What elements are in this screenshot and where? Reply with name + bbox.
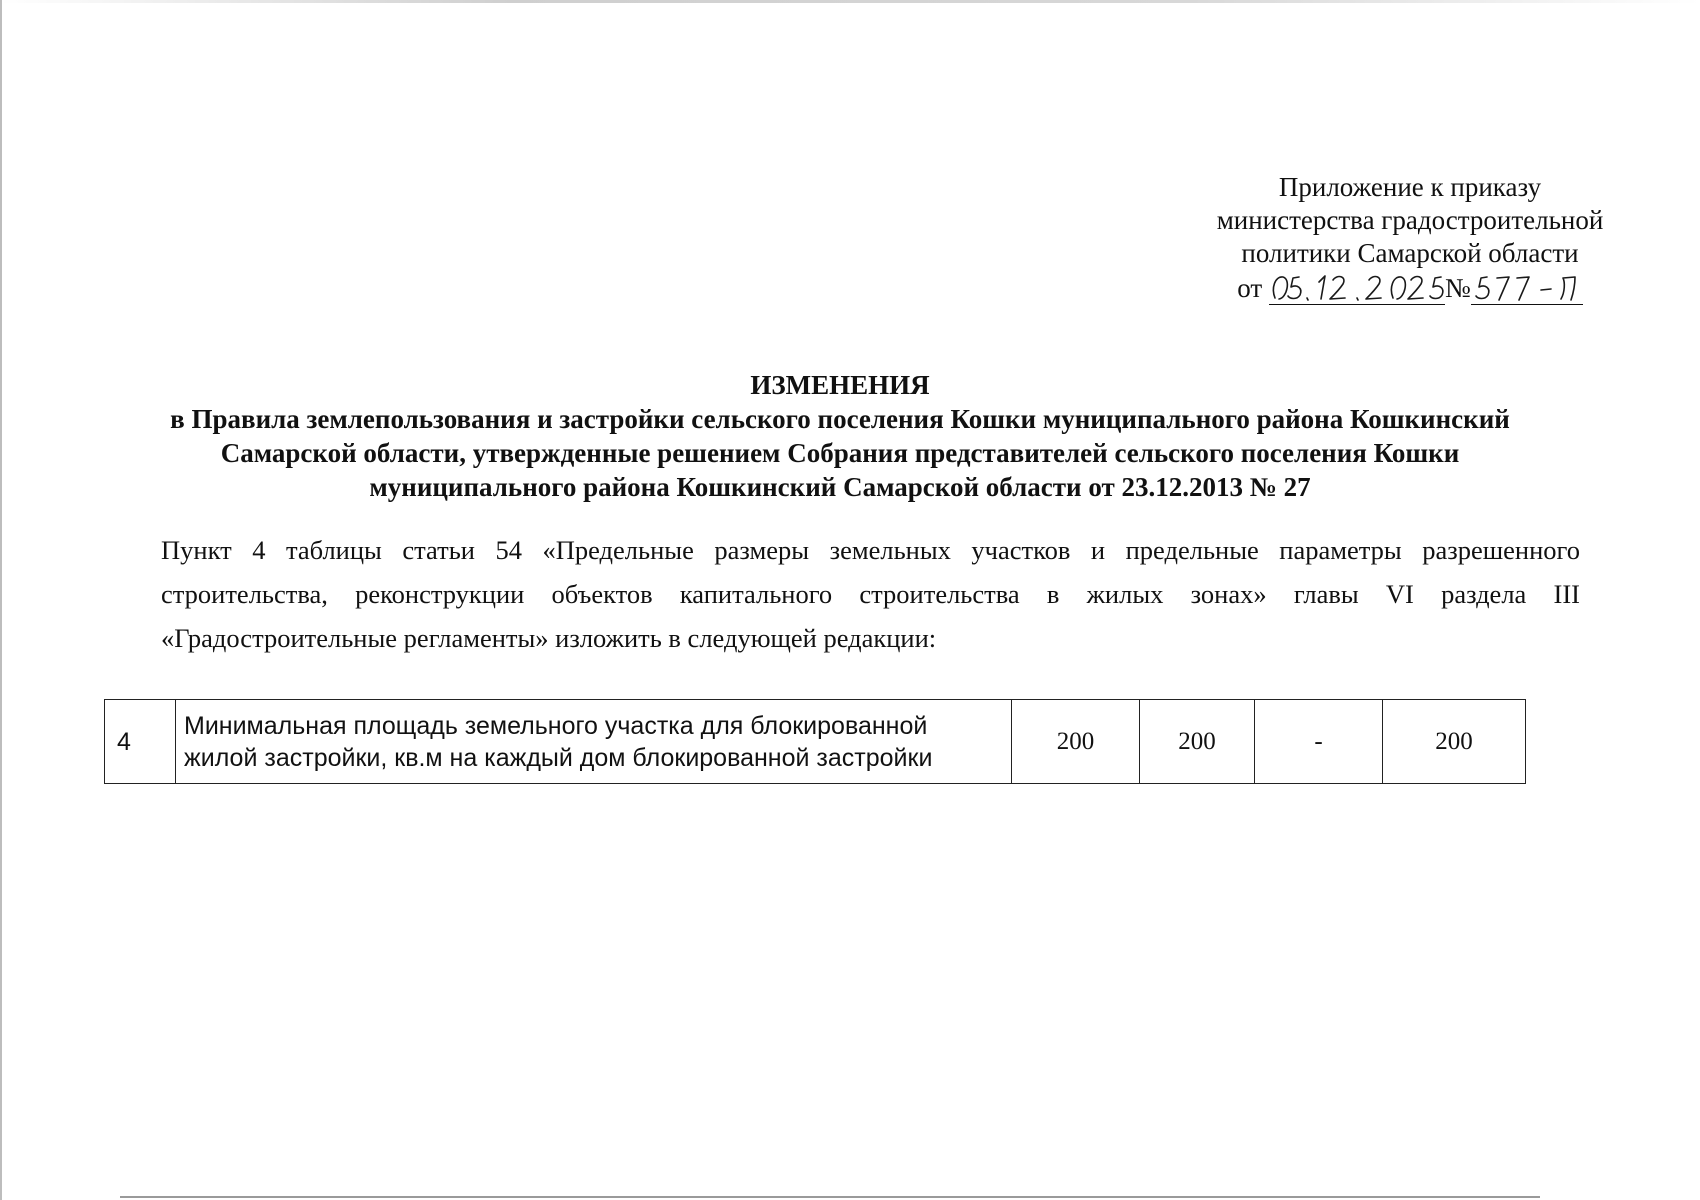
scan-edge-bottom (120, 1196, 1540, 1198)
row-number-cell: 4 (105, 700, 176, 784)
handwritten-number-graphic (1471, 270, 1583, 304)
handwritten-order-number (1471, 270, 1583, 305)
handwritten-date-graphic (1269, 270, 1445, 304)
title-subtitle-line-1: в Правила землепользования и застройки сельского поселения Кошки муниципального района Кошкинский (170, 404, 1510, 434)
value-cell-4: 200 (1383, 700, 1526, 784)
row-description-line-2: жилой застройки, кв.м на каждый дом блокированной застройки (184, 743, 933, 772)
scan-edge-top (0, 0, 1700, 3)
number-sign: № (1444, 273, 1471, 303)
amendment-table (104, 699, 1526, 784)
value-cell-1: 200 (1012, 700, 1140, 784)
value-cell-3: - (1255, 700, 1383, 784)
scan-edge-left (0, 0, 2, 1200)
value-cell-2: 200 (1140, 700, 1255, 784)
title-heading: ИЗМЕНЕНИЯ (750, 370, 930, 400)
table-row (105, 700, 1526, 784)
appendix-line-1: Приложение к приказу (1278, 172, 1542, 202)
handwritten-date (1269, 270, 1445, 305)
title-subtitle-line-3: муниципального района Кошкинский Самарской области от 23.12.2013 № 27 (369, 472, 1311, 502)
appendix-header (1100, 171, 1700, 305)
row-description-cell (176, 700, 1012, 784)
document-title (60, 368, 1620, 504)
from-label: от (1237, 273, 1263, 303)
intro-paragraph: Пункт 4 таблицы статьи 54 «Предельные размеры земельных участков и предельные параметры разрешенного строительства, реконструкции объектов капитального строительства в жилых зонах» главы VI раздела III «Градостроительные регламенты» изложить в следующей редакции: (161, 535, 1580, 653)
order-date-line (1100, 270, 1700, 305)
row-description-line-1: Минимальная площадь земельного участка для блокированной (184, 711, 928, 740)
appendix-line-3: политики Самарской области (1241, 238, 1579, 268)
appendix-line-2: министерства градостроительной (1216, 205, 1604, 235)
title-subtitle-line-2: Самарской области, утвержденные решением Собрания представителей сельского поселения Кошки (220, 438, 1460, 468)
